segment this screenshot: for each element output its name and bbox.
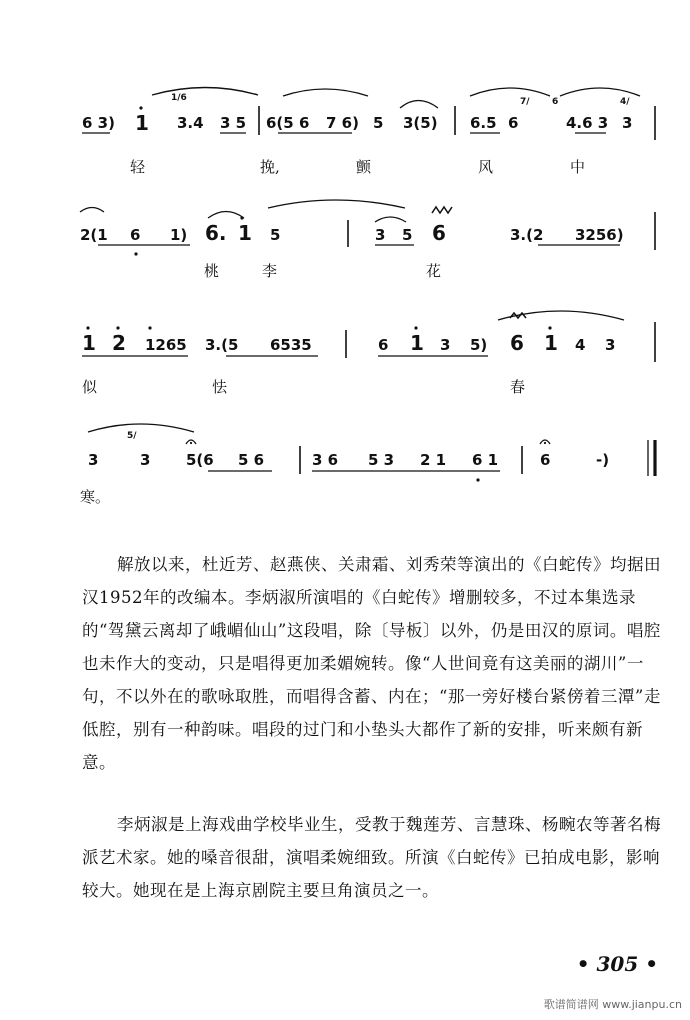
note: 5) — [470, 336, 488, 354]
lyric: 李 — [262, 262, 278, 280]
note: 5 — [270, 226, 281, 244]
note: 5 6 — [238, 451, 265, 469]
lyric: 轻 — [130, 158, 146, 176]
lyric: 桃 — [204, 262, 220, 280]
lyric: 风 — [478, 158, 494, 176]
grace-note: 5/ — [127, 431, 137, 441]
lyric: 挽, — [260, 158, 280, 176]
grace-note: 7/ — [520, 97, 530, 107]
note: 6 1 — [472, 451, 499, 469]
note: 1 — [544, 331, 558, 355]
note: 6 — [508, 114, 519, 132]
lyric: 颤 — [356, 158, 372, 176]
note: 6 — [130, 226, 141, 244]
note: 6 — [432, 221, 446, 245]
note: 3256) — [575, 226, 624, 244]
note: 3 5 — [220, 114, 247, 132]
lyric: 花 — [426, 262, 442, 280]
note: 3 — [440, 336, 451, 354]
note: 6 — [378, 336, 389, 354]
note: 6 — [510, 331, 524, 355]
note: 3.4 — [177, 114, 204, 132]
note: 2 — [112, 331, 126, 355]
note: 2(1 — [80, 226, 108, 244]
commentary-paragraph-1: 解放以来，杜近芳、赵燕侠、关肃霜、刘秀荣等演出的《白蛇传》均据田汉1952年的改编本。李炳淑所演唱的《白蛇传》增删较多，不过本集选录的“驾黛云离却了峨嵋仙山”这段唱，除〔导板〕以外，仍是田汉的原词。唱腔也未作大的变动，只是唱得更加柔媚婉转。像“人世间竟有这美丽的湖川”一句，不以外在的歌咏取胜，而唱得含蓄、内在；“那一旁好楼台紧傍着三潭”走低腔，别有一种韵味。唱段的过门和小垫头大都作了新的安排，听来颇有新意。 — [82, 555, 661, 772]
note: -) — [596, 451, 610, 469]
note: 3.(5 — [205, 336, 239, 354]
note: 4.6 3 — [566, 114, 609, 132]
note: 3 — [605, 336, 616, 354]
note: 6(5 6 — [266, 114, 310, 132]
note: 6535 — [270, 336, 312, 354]
note: 6 — [540, 451, 551, 469]
page-number: • 305 • — [576, 952, 658, 976]
note: 5 3 — [368, 451, 395, 469]
note: 1265 — [145, 336, 187, 354]
commentary-paragraph-2: 李炳淑是上海戏曲学校毕业生，受教于魏莲芳、言慧珠、杨畹农等著名梅派艺术家。她的嗓音很甜，演唱柔婉细致。所演《白蛇传》已拍成电影，影响较大。她现在是上海京剧院主要旦角演员之一。 — [82, 815, 661, 900]
lyric: 怯 — [212, 378, 228, 396]
lyric: 寒。 — [80, 488, 111, 506]
note: 6 3) — [82, 114, 115, 132]
score-line-1 — [82, 88, 655, 177]
note: 6. — [205, 221, 227, 245]
note: 3(5) — [403, 114, 438, 132]
note: 1) — [170, 226, 188, 244]
note: 3 — [140, 451, 151, 469]
note: 6.5 — [470, 114, 497, 132]
score-line-3 — [82, 311, 655, 396]
note: 1 — [410, 331, 424, 355]
note: 2 1 — [420, 451, 447, 469]
note: 5 — [402, 226, 413, 244]
note: 5(6 — [186, 451, 214, 469]
score-line-2 — [80, 200, 655, 280]
note: 3 6 — [312, 451, 339, 469]
lyric: 春 — [510, 378, 526, 396]
grace-note: 6 — [552, 97, 559, 107]
lyric: 似 — [82, 378, 98, 396]
note: 3 — [88, 451, 99, 469]
note: 3 — [375, 226, 386, 244]
note: 1 — [238, 221, 252, 245]
lyric: 中 — [570, 158, 586, 176]
note: 1 — [82, 331, 96, 355]
score-line-4 — [80, 424, 655, 506]
grace-note: 1/6 — [171, 93, 187, 103]
note: 7 6) — [326, 114, 359, 132]
watermark: 歌谱简谱网 www.jianpu.cn — [543, 998, 682, 1011]
grace-note: 4/ — [620, 97, 630, 107]
note: 3.(2 — [510, 226, 544, 244]
note: 4 — [575, 336, 586, 354]
note: 3 — [622, 114, 633, 132]
note: 5 — [373, 114, 384, 132]
note: 1 — [135, 111, 149, 135]
